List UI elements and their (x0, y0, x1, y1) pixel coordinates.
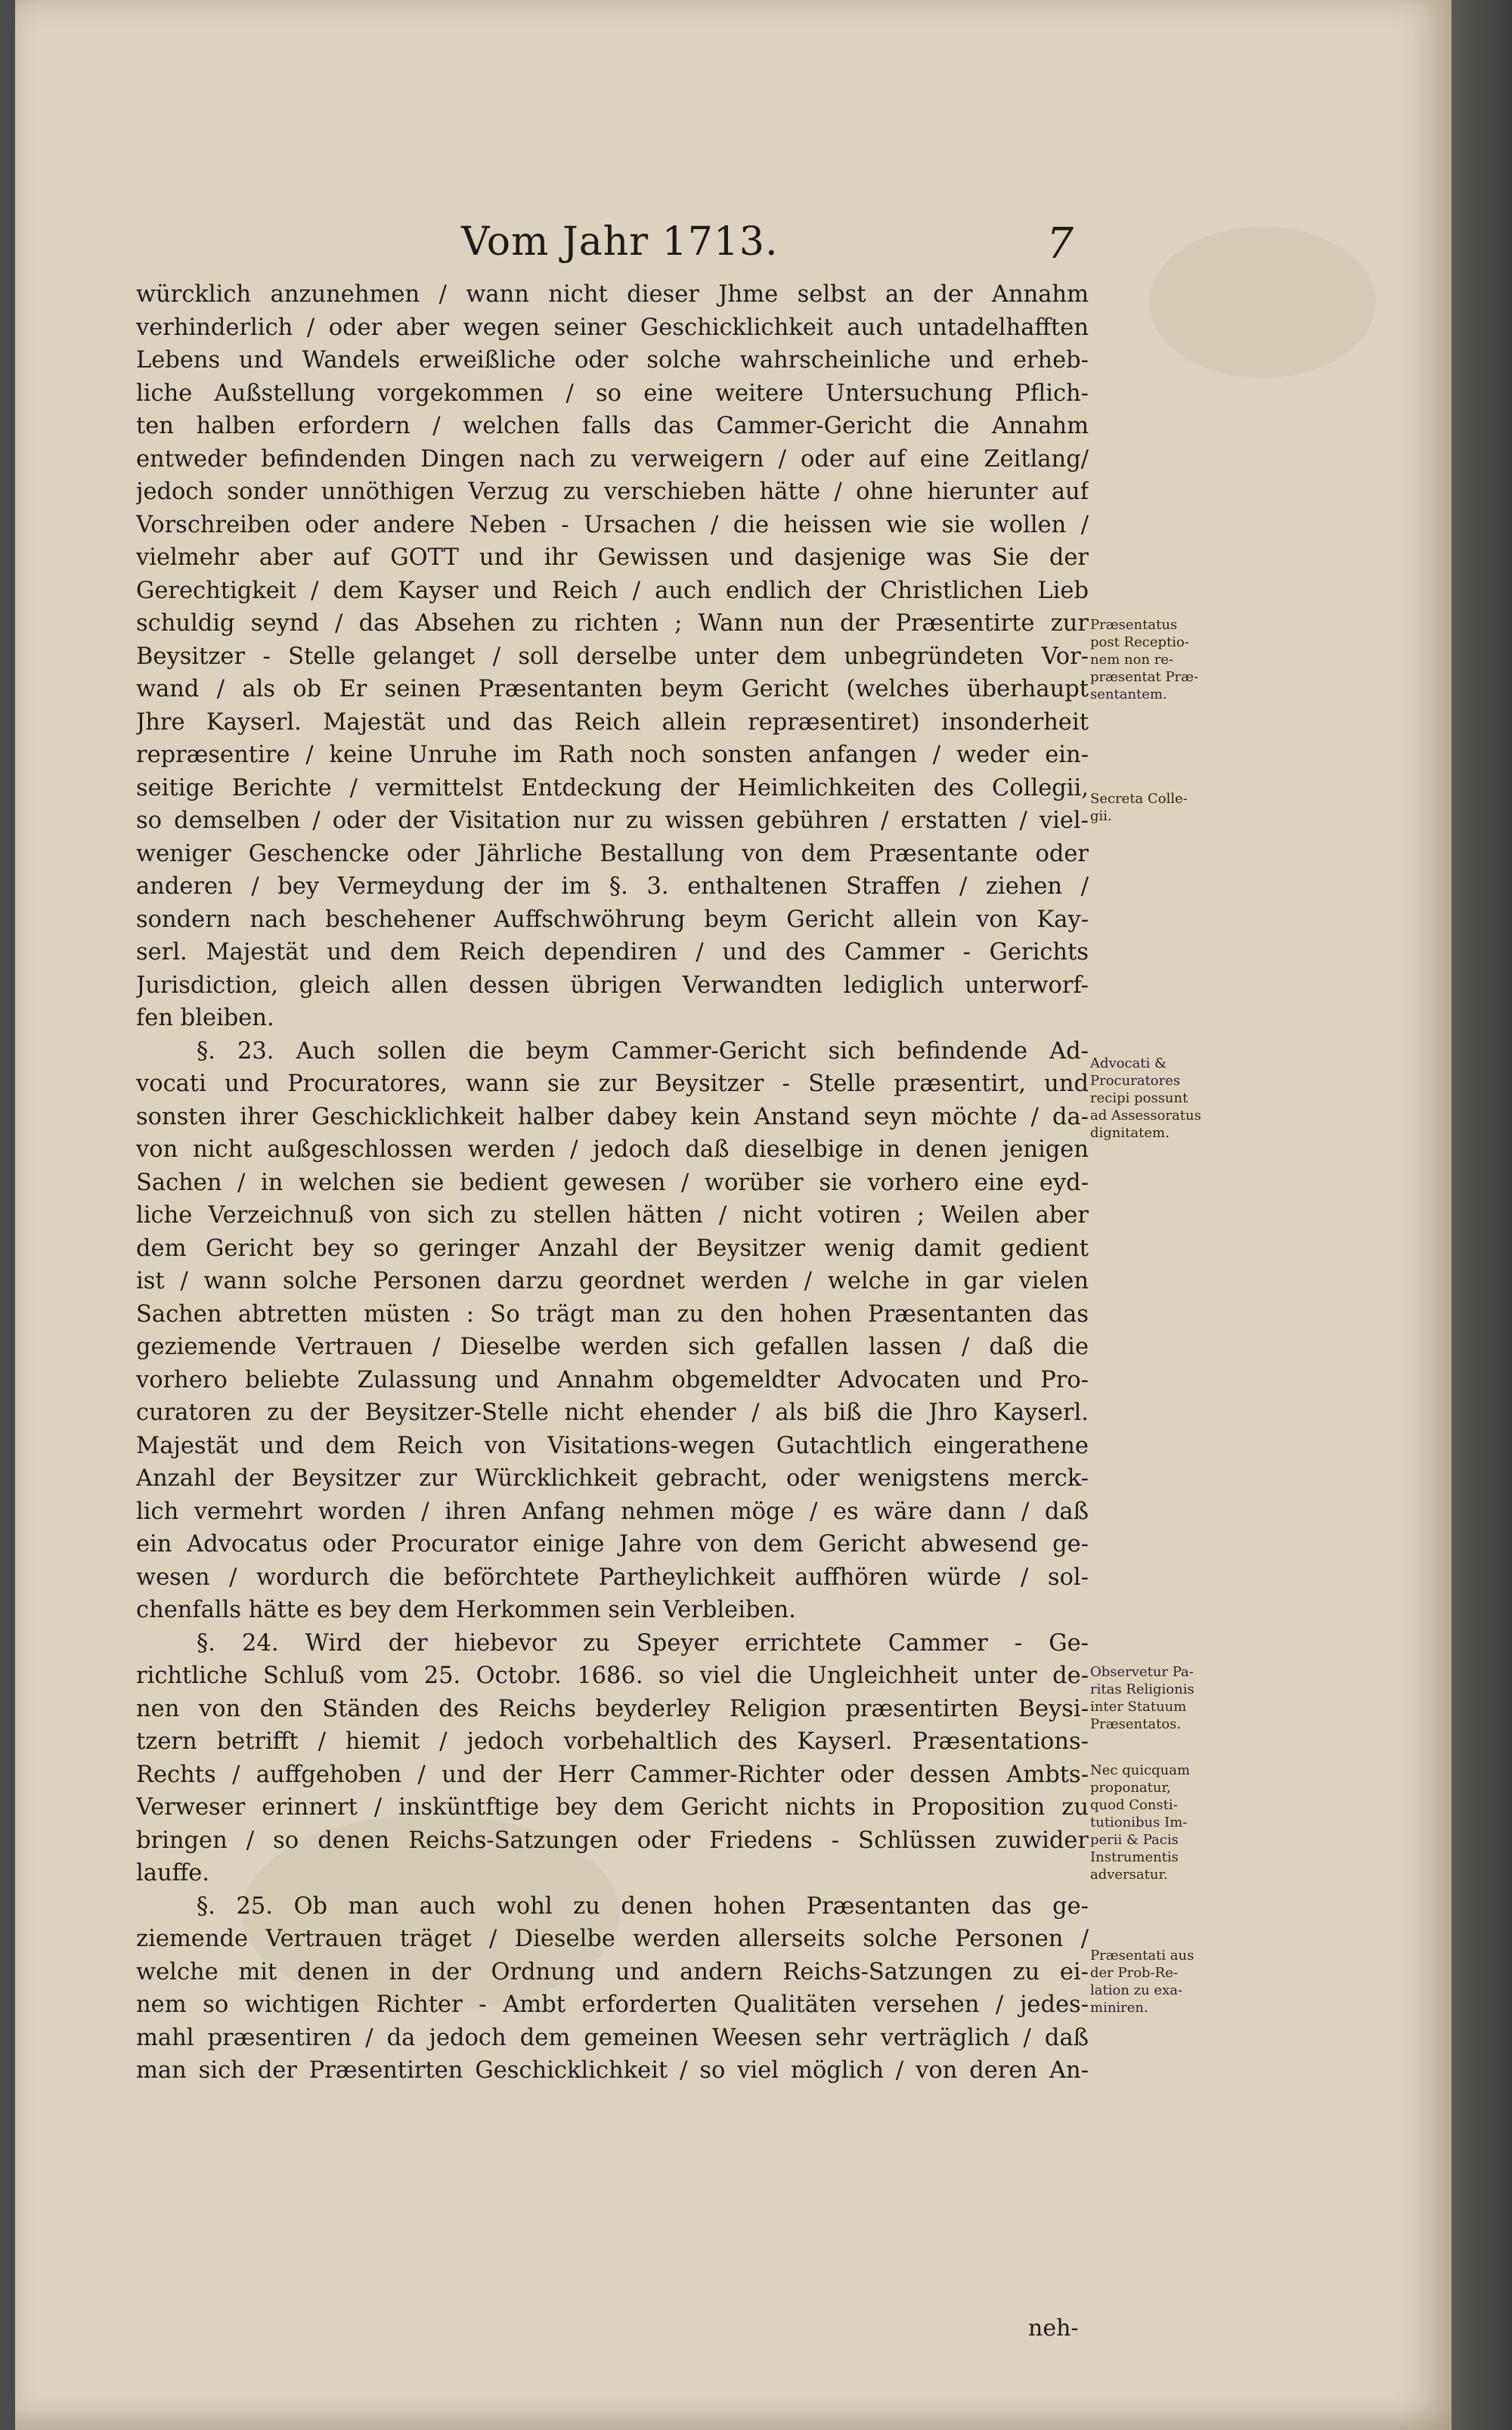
text-line: ziemende Vertrauen träget / Dieselbe werden allerseits solche Personen / (136, 1926, 1089, 1952)
text-line: repræsentire / keine Unruhe im Rath noch sonsten anfangen / weder ein- (136, 742, 1089, 768)
margin-note-line: ad Assessoratus (1090, 1108, 1201, 1124)
text-line: jedoch sonder unnöthigen Verzug zu verschieben hätte / ohne hierunter auf (136, 479, 1089, 505)
text-line: Verweser erinnert / insküntftige bey dem Gericht nichts in Proposition zu (136, 1794, 1089, 1821)
running-title: Vom Jahr 1713. (461, 219, 779, 265)
margin-note-line: Præsentatus (1090, 617, 1178, 633)
margin-note-line: Procuratores (1090, 1073, 1181, 1089)
text-line: chenfalls hätte es bey dem Herkommen sein Verbleiben. (136, 1597, 796, 1623)
margin-note-line: quod Consti- (1090, 1797, 1178, 1813)
text-line: vielmehr aber auf GOTT und ihr Gewissen und dasjenige was Sie der (136, 544, 1089, 571)
margin-note-praesentatus (1090, 616, 1241, 703)
margin-note-line: Præsentatos. (1090, 1716, 1182, 1732)
text-line: vorhero beliebte Zulassung und Annahm obgemeldter Advocaten und Pro- (136, 1366, 1089, 1393)
margin-note-line: post Receptio- (1090, 634, 1189, 650)
text-line: ten halben erfordern / welchen falls das Cammer-Gericht die Annahm (136, 413, 1089, 439)
text-line: man sich der Præsentirten Geschicklichkeit / so viel möglich / von deren An- (136, 2057, 1089, 2084)
text-line: Lebens und Wandels erweißliche oder solche wahrscheinliche und erheb- (136, 347, 1089, 373)
margin-note-line: Secreta Colle- (1090, 791, 1188, 807)
text-line: Gerechtigkeit / dem Kayser und Reich / auch endlich der Christlichen Lieb (136, 577, 1089, 604)
page-header (136, 219, 1074, 272)
text-line: wand / als ob Er seinen Præsentanten beym Gericht (welches überhaupt (136, 676, 1089, 702)
margin-note-line: miniren. (1090, 2000, 1148, 2016)
text-line: schuldig seynd / das Absehen zu richten ; Wann nun der Præsentirte zur (136, 610, 1089, 637)
paragraph-start-23: §. 23. Auch sollen die beym Cammer-Gericht sich befindende Ad- (197, 1037, 1089, 1065)
text-line: so demselben / oder der Visitation nur zu wissen gebühren / erstatten / viel- (136, 807, 1089, 834)
book-edge (1452, 0, 1512, 2430)
text-line: sonsten ihrer Geschicklichkeit halber dabey kein Anstand seyn möchte / da- (136, 1103, 1089, 1130)
margin-note-observetur (1090, 1663, 1241, 1733)
text-line: bringen / so denen Reichs-Satzungen oder Friedens - Schlüssen zuwider (136, 1827, 1089, 1854)
paragraph-start-24: §. 24. Wird der hiebevor zu Speyer errichtete Cammer - Ge- (197, 1629, 1089, 1657)
margin-note-line: Instrumentis (1090, 1849, 1179, 1865)
text-line: anderen / bey Vermeydung der im §. 3. enthaltenen Straffen / ziehen / (136, 873, 1089, 900)
text-line: sondern nach beschehener Auffschwöhrung beym Gericht allein von Kay- (136, 906, 1089, 933)
margin-note-line: Advocati & (1090, 1055, 1167, 1071)
text-line: würcklich anzunehmen / wann nicht dieser Jhme selbst an der Annahm (136, 281, 1089, 308)
text-line: wesen / wordurch die beförchtete Partheylichkeit auffhören würde / sol- (136, 1564, 1089, 1591)
catchword: neh- (1028, 2315, 1079, 2342)
text-line: mahl præsentiren / da jedoch dem gemeinen Weesen sehr verträglich / daß (136, 2024, 1089, 2051)
text-line: Sachen / in welchen sie bedient gewesen / worüber sie vorhero eine eyd- (136, 1169, 1089, 1196)
text-line: Anzahl der Beysitzer zur Würcklichkeit gebracht, oder wenigstens merck- (136, 1465, 1089, 1492)
text-line: fen bleiben. (136, 1005, 274, 1031)
margin-note-line: præsentat Præ- (1090, 669, 1199, 685)
margin-note-line: tutionibus Im- (1090, 1815, 1188, 1830)
text-line: seitige Berichte / vermittelst Entdeckung der Heimlichkeiten des Collegii, (136, 774, 1089, 801)
main-text-column (136, 278, 1089, 2088)
text-line: nen von den Ständen des Reichs beyderley Religion præsentirten Beysi- (136, 1695, 1089, 1722)
text-line: dem Gericht bey so geringer Anzahl der Beysitzer wenig damit gedient (136, 1235, 1089, 1262)
margin-note-line: adversatur. (1090, 1867, 1168, 1883)
margin-note-line: der Prob-Re- (1090, 1965, 1178, 1981)
text-line: ein Advocatus oder Procurator einige Jahre von dem Gericht abwesend ge- (136, 1531, 1089, 1557)
text-line: lich vermehrt worden / ihren Anfang nehmen möge / es wäre dann / daß (136, 1498, 1089, 1525)
text-line: entweder befindenden Dingen nach zu verweigern / oder auf eine Zeitlang/ (136, 445, 1089, 473)
text-line: curatoren zu der Beysitzer-Stelle nicht ehender / als biß die Jhro Kayserl. (136, 1399, 1089, 1426)
margin-note-praesentati (1090, 1947, 1241, 2016)
margin-note-line: dignitatem. (1090, 1125, 1170, 1141)
text-line: Beysitzer - Stelle gelanget / soll derselbe unter dem unbegründeten Vor- (136, 643, 1089, 670)
margin-note-line: recipi possunt (1090, 1090, 1188, 1106)
page-number: 7 (1046, 219, 1074, 268)
margin-note-line: Observetur Pa- (1090, 1664, 1194, 1680)
paper-stain (1149, 227, 1376, 378)
text-line: vocati und Procuratores, wann sie zur Beysitzer - Stelle præsentirt, und (136, 1071, 1089, 1097)
margin-note-line: inter Statuum (1090, 1699, 1187, 1715)
text-line: Jurisdiction, gleich allen dessen übrigen Verwandten lediglich unterworf- (136, 972, 1089, 999)
margin-note-line: Præsentati aus (1090, 1948, 1194, 1964)
text-line: liche Verzeichnuß von sich zu stellen hätten / nicht votiren ; Weilen aber (136, 1202, 1089, 1229)
text-line: tzern betrifft / hiemit / jedoch vorbehaltlich des Kayserl. Præsentations- (136, 1728, 1089, 1755)
text-line: Majestät und dem Reich von Visitations-wegen Gutachtlich eingerathene (136, 1432, 1089, 1459)
text-line: geziemende Vertrauen / Dieselbe werden sich gefallen lassen / daß die (136, 1334, 1089, 1360)
paragraph-start-25: §. 25. Ob man auch wohl zu denen hohen Præsentanten das ge- (197, 1892, 1089, 1920)
text-line: Vorschreiben oder andere Neben - Ursachen / die heissen wie sie wollen / (136, 511, 1089, 538)
text-line: serl. Majestät und dem Reich dependiren / und des Cammer - Gerichts (136, 939, 1089, 965)
text-line: liche Außstellung vorgekommen / so eine weitere Untersuchung Pflich- (136, 380, 1089, 407)
margin-note-advocati (1090, 1055, 1241, 1142)
text-line: von nicht außgeschlossen werden / jedoch daß dieselbige in denen jenigen (136, 1136, 1089, 1163)
text-line: Jhre Kayserl. Majestät und das Reich allein repræsentiret) insonderheit (136, 708, 1089, 736)
margin-note-line: Nec quicquam (1090, 1762, 1191, 1778)
margin-note-line: sentantem. (1090, 687, 1167, 702)
text-line: verhinderlich / oder aber wegen seiner Geschicklichkeit auch untadelhafften (136, 314, 1089, 341)
text-line: Sachen abtretten müsten : So trägt man zu den hohen Præsentanten das (136, 1300, 1089, 1328)
margin-note-line: nem non re- (1090, 652, 1174, 668)
book-page (15, 0, 1452, 2430)
text-line: ist / wann solche Personen darzu geordnet werden / welche in gar vielen (136, 1268, 1089, 1294)
margin-note-line: proponatur, (1090, 1780, 1171, 1796)
margin-note-line: ritas Religionis (1090, 1681, 1194, 1697)
margin-note-line: perii & Pacis (1090, 1832, 1179, 1848)
margin-note-nec-quicquam (1090, 1762, 1241, 1883)
text-line: lauffe. (136, 1860, 209, 1886)
text-line: richtliche Schluß vom 25. Octobr. 1686. so viel die Ungleichheit unter de- (136, 1663, 1089, 1689)
margin-note-line: lation zu exa- (1090, 1982, 1183, 1998)
text-line: nem so wichtigen Richter - Ambt erforderten Qualitäten versehen / jedes- (136, 1991, 1089, 2018)
text-line: Rechts / auffgehoben / und der Herr Cammer-Richter oder dessen Ambts- (136, 1761, 1089, 1788)
margin-note-line: gii. (1090, 808, 1112, 824)
margin-note-secreta (1090, 790, 1241, 825)
text-line: weniger Geschencke oder Jährliche Bestallung von dem Præsentante oder (136, 840, 1089, 867)
text-line: welche mit denen in der Ordnung und andern Reichs-Satzungen zu ei- (136, 1958, 1089, 1985)
